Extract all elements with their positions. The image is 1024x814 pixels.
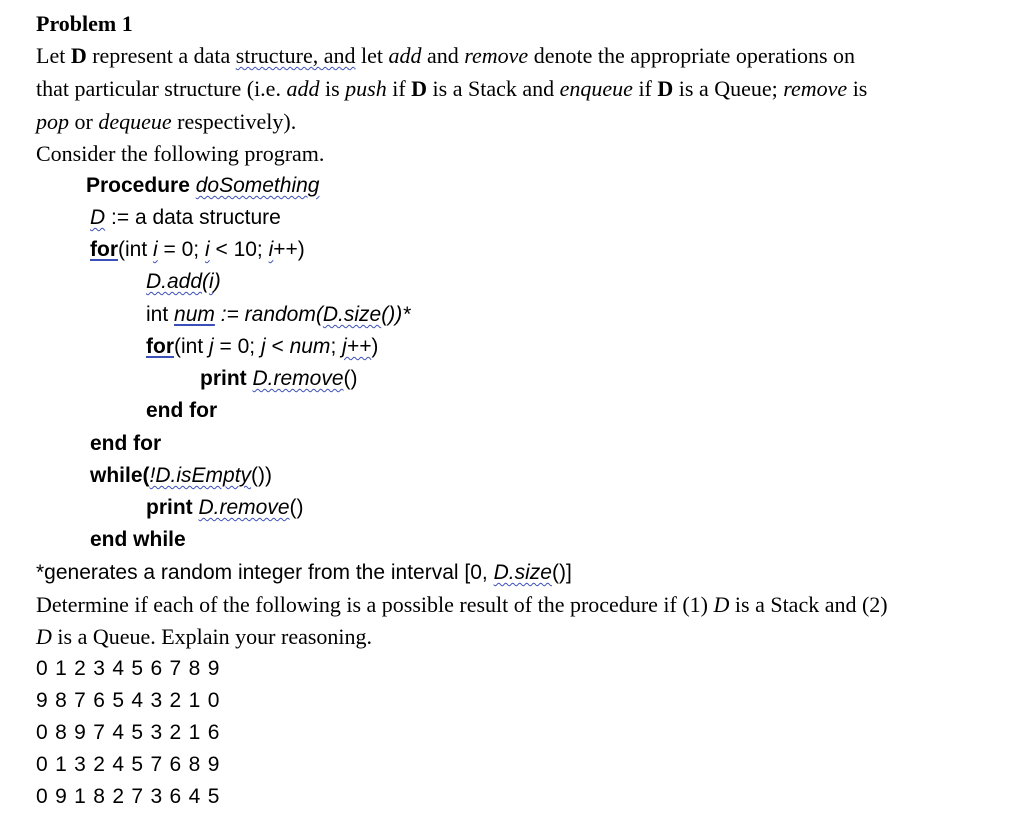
code-text: (int: [174, 335, 210, 358]
keyword: for: [90, 238, 118, 261]
text: Let: [36, 43, 71, 68]
text-italic: pop: [36, 109, 69, 134]
code-token: D.size: [493, 561, 552, 584]
code-text: ): [213, 270, 221, 293]
text: is a Queue;: [673, 76, 784, 101]
text: is: [847, 76, 868, 101]
problem-title: Problem 1: [36, 11, 133, 36]
keyword: Procedure: [86, 174, 196, 197]
code-text: = 0;: [213, 335, 261, 358]
text: that particular structure (i.e.: [36, 76, 287, 101]
code-text: ()]: [551, 561, 572, 584]
text-bold: D: [657, 76, 674, 101]
code-token: D.remove: [198, 496, 290, 519]
code-text: ()): [251, 464, 273, 487]
sequence-item: 9876543210: [36, 689, 227, 712]
keyword: for: [146, 335, 174, 358]
code-text: (: [202, 270, 210, 293]
text-italic: enqueue: [559, 76, 633, 101]
code-line-5: [146, 301, 410, 329]
text: respectively).: [171, 109, 297, 134]
text-bold: D: [70, 43, 87, 68]
code-token: D.size: [322, 303, 382, 326]
text: if: [632, 76, 658, 101]
code-text: = 0;: [157, 238, 205, 261]
sequence-item: 0897453216: [36, 721, 227, 744]
text: or: [69, 109, 99, 134]
code-text: ): [371, 335, 379, 358]
code-text: ;: [330, 335, 343, 358]
code-token: num: [289, 335, 331, 358]
code-text: ())*: [381, 303, 411, 326]
code-token: j: [260, 335, 266, 358]
code-token: D.add: [146, 270, 203, 293]
keyword: print: [146, 496, 199, 519]
text: denote the appropriate operations on: [528, 43, 856, 68]
text-spellcheck: structure, and: [235, 43, 356, 68]
text-bold: D: [411, 76, 428, 101]
code-line-3: [90, 236, 305, 264]
text-italic: dequeue: [98, 109, 172, 134]
code-token: j: [209, 335, 214, 358]
text: is a Stack and (2): [729, 592, 888, 617]
code-text: < 10;: [209, 238, 269, 261]
code-text: *generates a random integer from the interval [0,: [36, 561, 494, 584]
procedure-name: doSomething: [195, 174, 320, 197]
code-token: j++: [342, 335, 372, 358]
code-line-12: end while: [90, 528, 186, 551]
text: and: [421, 43, 465, 68]
text: represent a data: [86, 43, 236, 68]
code-token: D.remove: [252, 367, 344, 390]
text: is: [319, 76, 346, 101]
code-text: ++): [273, 238, 305, 261]
code-token: !D.isEmpty: [149, 464, 252, 487]
code-text: (): [343, 367, 358, 390]
code-text: := a data structure: [105, 206, 281, 229]
code-procedure-header: [86, 172, 319, 200]
code-line-6: [146, 333, 378, 361]
code-token: i: [204, 238, 210, 261]
code-text: (int: [118, 238, 154, 261]
sequence-item: 0132457689: [36, 753, 227, 776]
footnote: [36, 559, 572, 587]
code-line-2: [90, 204, 281, 232]
intro-line-2: [36, 75, 867, 103]
code-line-8: end for: [146, 399, 218, 422]
code-token: i: [268, 238, 274, 261]
intro-line-1: [36, 42, 855, 70]
code-text: (): [289, 496, 304, 519]
intro-line-3: [36, 108, 296, 136]
code-line-10: [90, 462, 272, 490]
text-italic: add: [286, 76, 320, 101]
code-token: i: [209, 270, 214, 293]
keyword: while(: [90, 464, 150, 487]
question-line-1: [36, 591, 888, 619]
sequence-item: 0918273645: [36, 785, 227, 808]
text-italic: D: [36, 624, 52, 649]
text-italic: add: [388, 43, 422, 68]
text: is a Stack and: [427, 76, 560, 101]
code-token: i: [153, 238, 158, 261]
keyword: print: [200, 367, 253, 390]
sequence-item: 0123456789: [36, 657, 227, 680]
code-text: int: [146, 303, 175, 326]
text-italic: push: [345, 76, 387, 101]
code-text: random(: [244, 303, 323, 326]
text-italic: remove: [464, 43, 529, 68]
question-line-2: [36, 623, 372, 651]
text: is a Queue. Explain your reasoning.: [51, 624, 373, 649]
text: if: [386, 76, 412, 101]
code-text: :=: [214, 303, 245, 326]
text: Determine if each of the following is a possible result of the procedure if (1): [36, 592, 714, 617]
code-token: num: [174, 303, 215, 326]
code-text: <: [265, 335, 290, 358]
code-line-11: [146, 494, 304, 522]
text: let: [355, 43, 389, 68]
intro-line-4: Consider the following program.: [36, 141, 325, 166]
code-line-7: [200, 365, 358, 393]
code-token: D: [90, 206, 106, 229]
code-line-9: end for: [90, 432, 162, 455]
text-italic: remove: [783, 76, 848, 101]
text-italic: D: [713, 592, 730, 617]
code-line-4: [146, 268, 221, 296]
